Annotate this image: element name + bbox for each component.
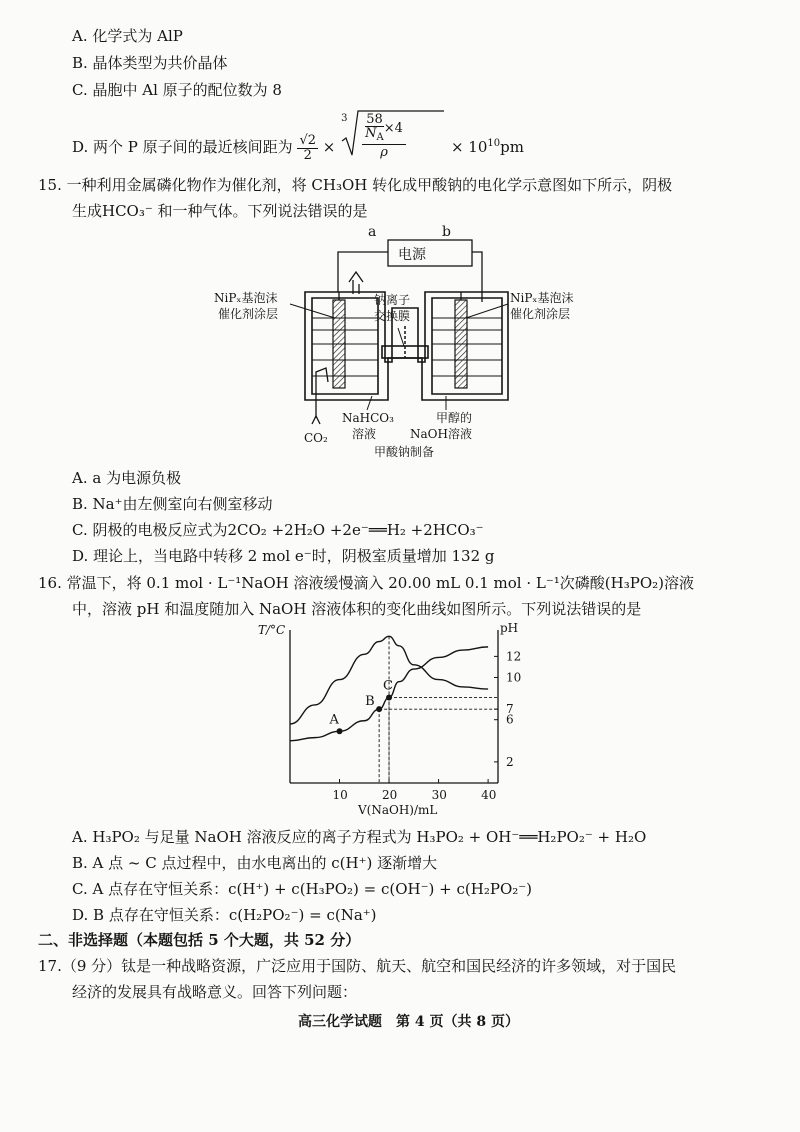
membrane-label-2: 交换膜 [374, 309, 411, 323]
page-footer: 高三化学试题 第 4 页（共 8 页） [298, 1014, 519, 1030]
chart-xlabel: V(NaOH)/mL [358, 803, 438, 817]
na-sub: A [376, 132, 384, 143]
right-electrode [455, 300, 467, 388]
x-tick-label-10: 10 [332, 788, 348, 802]
x-tick-label-30: 30 [431, 788, 447, 802]
q14-option-a: A. 化学式为 AlP [72, 27, 183, 45]
ten-power: × 10 [450, 138, 488, 156]
x-tick-label-40: 40 [481, 788, 497, 802]
point-C [386, 695, 392, 701]
right-solution-label-1: 甲醇的 [436, 411, 473, 425]
q14-option-c: C. 晶胞中 Al 原子的配位数为 8 [72, 81, 282, 99]
q15-stem-line1: 15. 一种利用金属磷化物作为催化剂，将 CH₃OH 转化成甲酸钠的电化学示意图如下所示，阴极 [38, 176, 673, 194]
section-2-heading: 二、非选择题（本题包括 5 个大题，共 52 分） [38, 931, 361, 949]
ph-tick-label-10: 10 [506, 670, 522, 685]
diagram-caption: 甲酸钠制备 [374, 445, 435, 459]
left-electrode [333, 300, 345, 388]
terminal-b: b [442, 224, 451, 240]
x-tick-label-20: 20 [382, 788, 398, 802]
left-catalyst-label-1: NiPₓ基泡沫 [214, 291, 278, 305]
cube-root-expression [340, 112, 446, 171]
q16-stem-line1: 16. 常温下，将 0.1 mol · L⁻¹NaOH 溶液缓慢滴入 20.00 mL 0.1 mol · L⁻¹次磷酸(H₃PO₂)溶液 [38, 574, 694, 592]
point-B [376, 706, 382, 712]
left-solution-label-1: NaHCO₃ [342, 411, 394, 425]
q15-option-b: B. Na⁺由左侧室向右侧室移动 [72, 495, 273, 513]
q16-stem-line2: 中，溶液 pH 和温度随加入 NaOH 溶液体积的变化曲线如图所示。下列说法错误的是 [72, 600, 642, 618]
q16-option-a: A. H₃PO₂ 与足量 NaOH 溶液反应的离子方程式为 H₃PO₂ + OH⁻══H₂PO₂⁻ + H₂O [72, 828, 647, 846]
power-supply-label: 电源 [398, 247, 426, 263]
rho-symbol: ρ [380, 145, 388, 160]
root-fraction [362, 113, 406, 161]
right-catalyst-label-1: NiPₓ基泡沫 [510, 291, 574, 305]
frac-num: √2 [299, 132, 317, 148]
ph-tick-label-12: 12 [506, 649, 522, 664]
q17-line2: 经济的发展具有战略意义。回答下列问题： [72, 983, 358, 1001]
left-solution-label-2: 溶液 [352, 427, 377, 441]
right-catalyst-label-2: 催化剂涂层 [510, 307, 571, 321]
root-num [362, 113, 406, 145]
q15-option-a: A. a 为电源负极 [72, 469, 182, 487]
ph-tick-label-7: 7 [506, 702, 514, 717]
q16-option-b: B. A 点 ~ C 点过程中，由水电离出的 c(H⁺) 逐渐增大 [72, 854, 438, 872]
chart-ylabel-right: pH [500, 621, 519, 635]
q14-option-d-prefix: D. 两个 P 原子间的最近核间距为 [72, 138, 293, 156]
q17-line1: 17.（9 分）钛是一种战略资源，广泛应用于国防、航天、航空和国民经济的许多领域，对于国民 [38, 957, 677, 975]
times4: ×4 [383, 121, 403, 136]
co2-label: CO₂ [304, 431, 328, 445]
membrane-label-1: 钠离子 [374, 293, 411, 307]
unit-pm: pm [500, 138, 524, 156]
q14-option-b: B. 晶体类型为共价晶体 [72, 54, 228, 72]
ph-tick-label-6: 6 [506, 712, 514, 727]
point-A [337, 728, 343, 734]
point-label-C: C [383, 678, 394, 694]
right-solution-label-2: NaOH溶液 [410, 427, 472, 441]
point-label-A: A [329, 712, 339, 728]
root-index: 3 [341, 113, 348, 124]
q15-option-d: D. 理论上，当电路中转移 2 mol e⁻时，阴极室质量增加 132 g [72, 547, 495, 565]
terminal-a: a [368, 224, 377, 240]
left-catalyst-label-2: 催化剂涂层 [218, 307, 279, 321]
ph-tick-label-2: 2 [506, 754, 514, 769]
sqrt2-over-2 [297, 134, 318, 163]
na-symbol: N [365, 126, 377, 141]
electrolysis-diagram [210, 222, 630, 462]
q15-option-c: C. 阴极的电极反应式为2CO₂ +2H₂O +2e⁻══H₂ +2HCO₃⁻ [72, 521, 484, 539]
num58: 58 [366, 112, 383, 127]
ph-temperature-chart [248, 618, 538, 818]
q16-option-c: C. A 点存在守恒关系：c(H⁺) + c(H₃PO₂) = c(OH⁻) + c(H₂PO₂⁻) [72, 880, 533, 898]
q14-option-d [72, 112, 524, 171]
q15-stem-line2: 生成HCO₃⁻ 和一种气体。下列说法错误的是 [72, 202, 368, 220]
q16-option-d: D. B 点存在守恒关系：c(H₂PO₂⁻) = c(Na⁺) [72, 906, 377, 924]
exponent: 10 [487, 138, 501, 149]
times-sign: × [322, 138, 336, 156]
point-label-B: B [365, 694, 375, 710]
chart-ylabel-left: T/°C [258, 623, 286, 637]
frac-den: 2 [303, 147, 312, 163]
